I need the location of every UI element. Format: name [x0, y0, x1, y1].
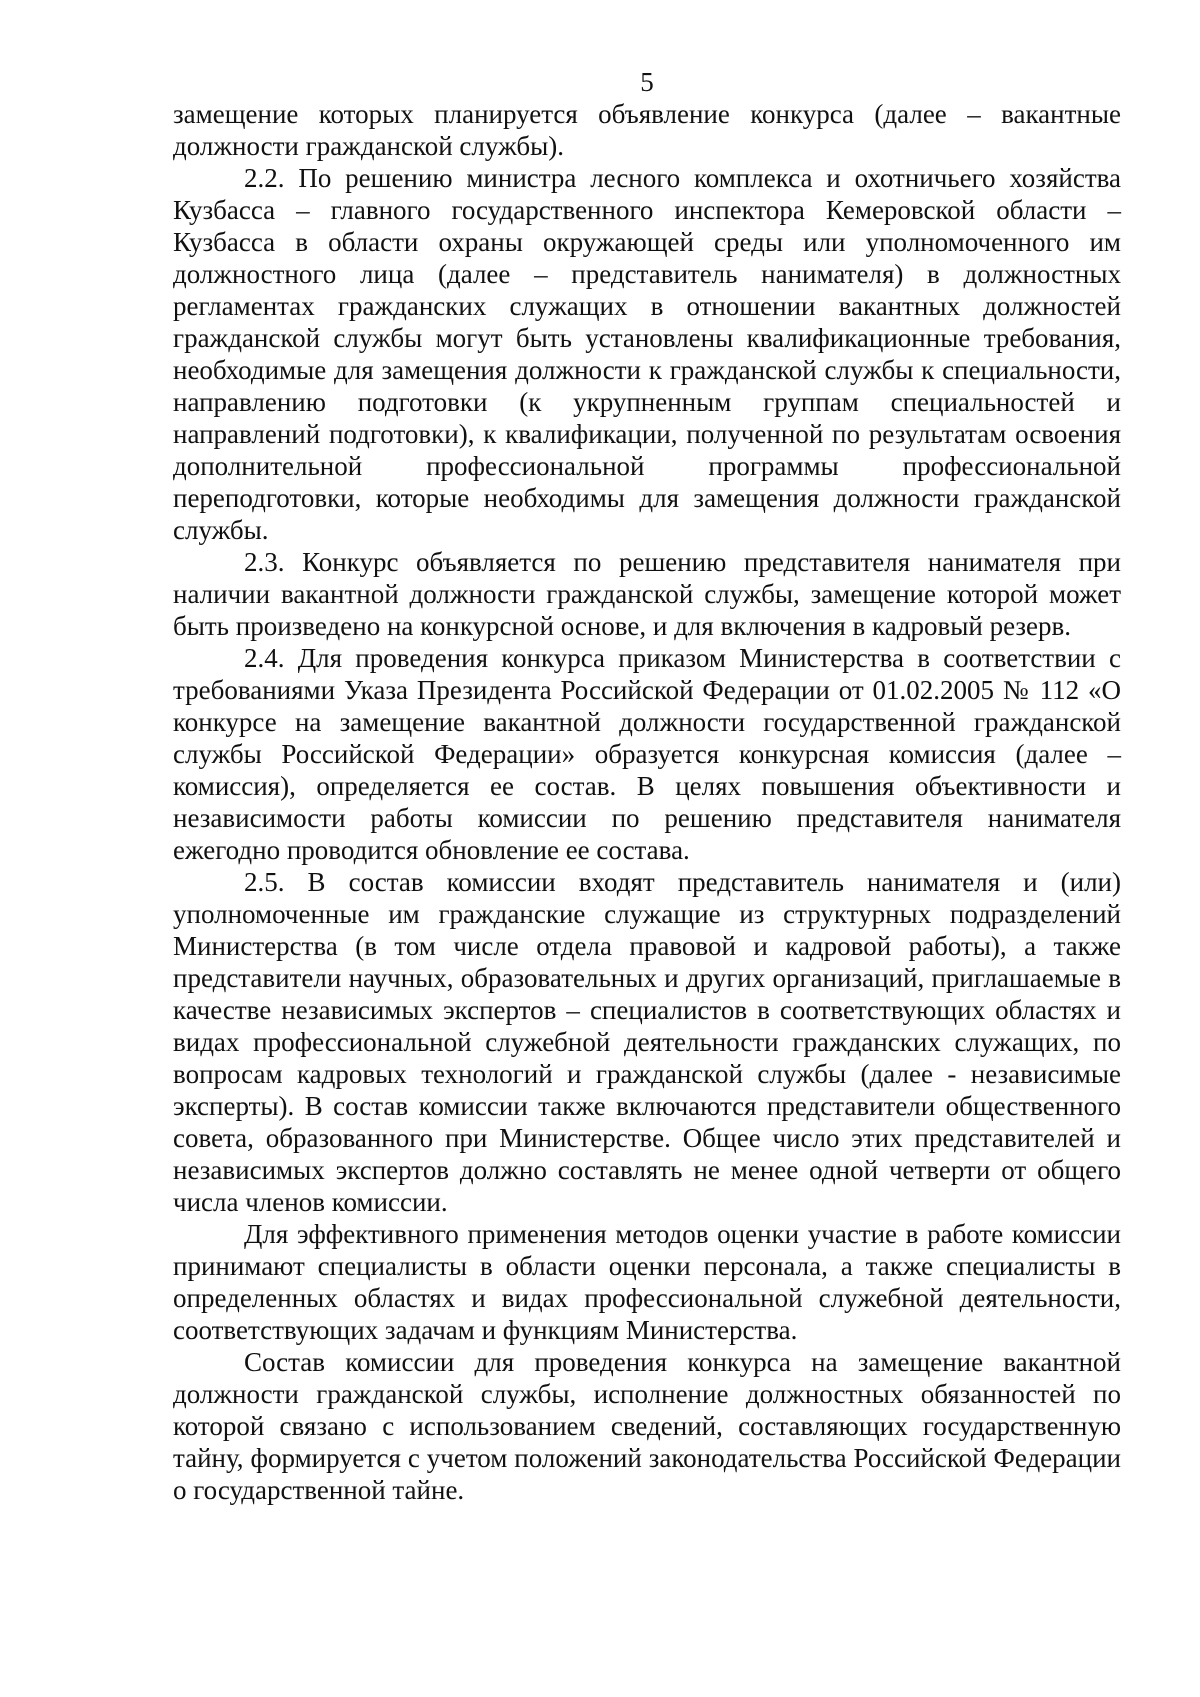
- paragraph-2-3: 2.3. Конкурс объявляется по решению представителя нанимателя при наличии вакантной должности гражданской службы, замещение которой может быть произведено на конкурсной основе, и для включения в кадровый резерв.: [173, 547, 1121, 641]
- paragraph-2-4: 2.4. Для проведения конкурса приказом Министерства в соответствии с требованиями Указа Президента Российской Федерации от 01.02.2005 № 112 «О конкурсе на замещение вакантной должности государственной гражданской службы Российской Федерации» образуется конкурсная комиссия (далее – комиссия), определяется ее состав. В целях повышения объективности и независимости работы комиссии по решению представителя нанимателя ежегодно проводится обновление ее состава.: [173, 643, 1121, 865]
- paragraph-continuation: замещение которых планируется объявление конкурса (далее – вакантные должности гражданской службы).: [173, 99, 1121, 161]
- paragraph-2-5: 2.5. В состав комиссии входят представитель нанимателя и (или) уполномоченные им гражданские служащие из структурных подразделений Министерства (в том числе отдела правовой и кадровой работы), а также представители научных, образовательных и других организаций, приглашаемые в качестве независимых экспертов – специалистов в соответствующих областях и видах профессиональной служебной деятельности гражданских служащих, по вопросам кадровых технологий и гражданской службы (далее - независимые эксперты). В состав комиссии также включаются представители общественного совета, образованного при Министерстве. Общее число этих представителей и независимых экспертов должно составлять не менее одной четверти от общего числа членов комиссии.: [173, 867, 1121, 1217]
- paragraph-2-2: 2.2. По решению министра лесного комплекса и охотничьего хозяйства Кузбасса – главного государственного инспектора Кемеровской области – Кузбасса в области охраны окружающей среды или уполномоченного им должностного лица (далее – представитель нанимателя) в должностных регламентах гражданских служащих в отношении вакантных должностей гражданской службы могут быть установлены квалификационные требования, необходимые для замещения должности к гражданской службы к специальности, направлению подготовки (к укрупненным группам специальностей и направлений подготовки), к квалификации, полученной по результатам освоения дополнительной профессиональной программы профессиональной переподготовки, которые необходимы для замещения должности гражданской службы.: [173, 163, 1121, 545]
- document-page: [173, 66, 1121, 1506]
- paragraph-state-secret: Состав комиссии для проведения конкурса на замещение вакантной должности гражданской службы, исполнение должностных обязанностей по которой связано с использованием сведений, составляющих государственную тайну, формируется с учетом положений законодательства Российской Федерации о государственной тайне.: [173, 1347, 1121, 1505]
- page-number: 5: [640, 67, 654, 97]
- paragraph-evaluation-specialists: Для эффективного применения методов оценки участие в работе комиссии принимают специалисты в области оценки персонала, а также специалисты в определенных областях и видах профессиональной служебной деятельности, соответствующих задачам и функциям Министерства.: [173, 1219, 1121, 1345]
